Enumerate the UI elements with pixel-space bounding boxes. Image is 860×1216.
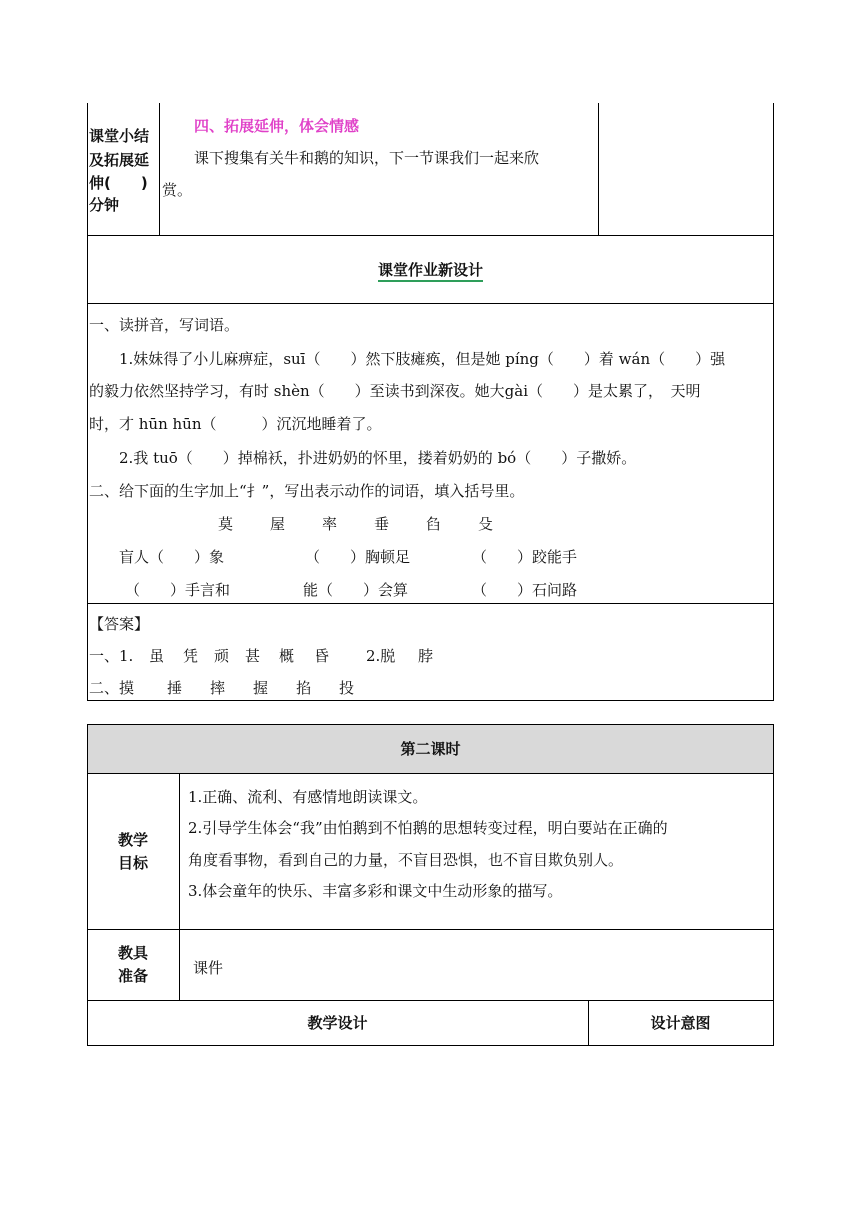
- answer-line1-prefix: 一、1.: [89, 647, 134, 665]
- extension-heading: 四、拓展延伸，体会情感: [194, 117, 360, 135]
- goal-item: 1.正确、流利、有感情地朗读课文。: [188, 788, 428, 806]
- idiom-item: （ ）石问路: [472, 581, 578, 599]
- extension-text-cont: 赏。: [162, 181, 193, 199]
- answer-word: 掐: [296, 679, 312, 697]
- answer-word: 捶: [167, 679, 183, 697]
- char-item: 臽: [426, 515, 442, 533]
- answer-word: 握: [253, 679, 269, 697]
- char-item: 殳: [478, 515, 494, 533]
- extension-text: 课下搜集有关牛和鹅的知识，下一节课我们一起来欣: [194, 149, 540, 167]
- answer-word: 概: [279, 647, 295, 665]
- q1-title: 一、读拼音，写词语。: [89, 316, 240, 334]
- answer-title: 【答案】: [89, 615, 150, 633]
- lesson2-title: 第二课时: [400, 740, 461, 758]
- answer-word: 虽: [149, 647, 165, 665]
- homework-title: 课堂作业新设计: [87, 260, 774, 280]
- char-item: 率: [322, 515, 338, 533]
- idiom-item: 盲人（ ）象: [119, 548, 225, 566]
- idiom-item: （ ）胸顿足: [305, 548, 411, 566]
- q1-line1: 1.妹妹得了小儿麻痹症，suī（ ）然下肢瘫痪，但是她 píng（ ）着 wán（ ）强: [119, 350, 726, 368]
- idiom-item: 能（ ）会算: [303, 581, 409, 599]
- tools-label: 教具: [117, 944, 148, 962]
- answer-word: 摔: [210, 679, 226, 697]
- char-item: 垂: [374, 515, 390, 533]
- answer-word: 凭: [183, 647, 199, 665]
- answer-word: 脖: [418, 647, 434, 665]
- q1-line3: 时，才 hūn hūn（ ）沉沉地睡着了。: [89, 415, 382, 433]
- design-header: 教学设计: [307, 1014, 368, 1032]
- q1-line4: 2.我 tuō（ ）掉棉袄，扑进奶奶的怀里，搂着奶奶的 bó（ ）子撒娇。: [119, 449, 637, 467]
- answer-word: 甚: [245, 647, 261, 665]
- idiom-item: （ ）跤能手: [472, 548, 578, 566]
- goal-item: 角度看事物，看到自己的力量，不盲目恐惧，也不盲目欺负别人。: [188, 851, 624, 869]
- answer-word: 顽: [214, 647, 230, 665]
- tools-label-2: 准备: [117, 967, 148, 985]
- idiom-item: （ ）手言和: [125, 581, 231, 599]
- goals-label-2: 目标: [117, 854, 148, 872]
- q1-line2: 的毅力依然坚持学习，有时 shèn（ ）至读书到深夜。她大gài（ ）是太累了， 天明: [89, 382, 701, 400]
- tools-value: 课件: [193, 959, 224, 977]
- char-item: 莫: [218, 515, 234, 533]
- char-item: 屋: [270, 515, 286, 533]
- goal-item: 3.体会童年的快乐、丰富多彩和课文中生动形象的描写。: [188, 882, 563, 900]
- intent-header: 设计意图: [650, 1014, 711, 1032]
- goals-label: 教学: [117, 831, 148, 849]
- answer-word: 昏: [314, 647, 330, 665]
- q2-title: 二、给下面的生字加上“扌”，写出表示动作的词语，填入括号里。: [89, 482, 525, 500]
- answer-line1-part2: 2.脱: [366, 647, 396, 665]
- goal-item: 2.引导学生体会“我”由怕鹅到不怕鹅的思想转变过程，明白要站在正确的: [188, 819, 668, 837]
- answer-line2-prefix: 二、摸: [89, 679, 135, 697]
- answer-word: 投: [339, 679, 355, 697]
